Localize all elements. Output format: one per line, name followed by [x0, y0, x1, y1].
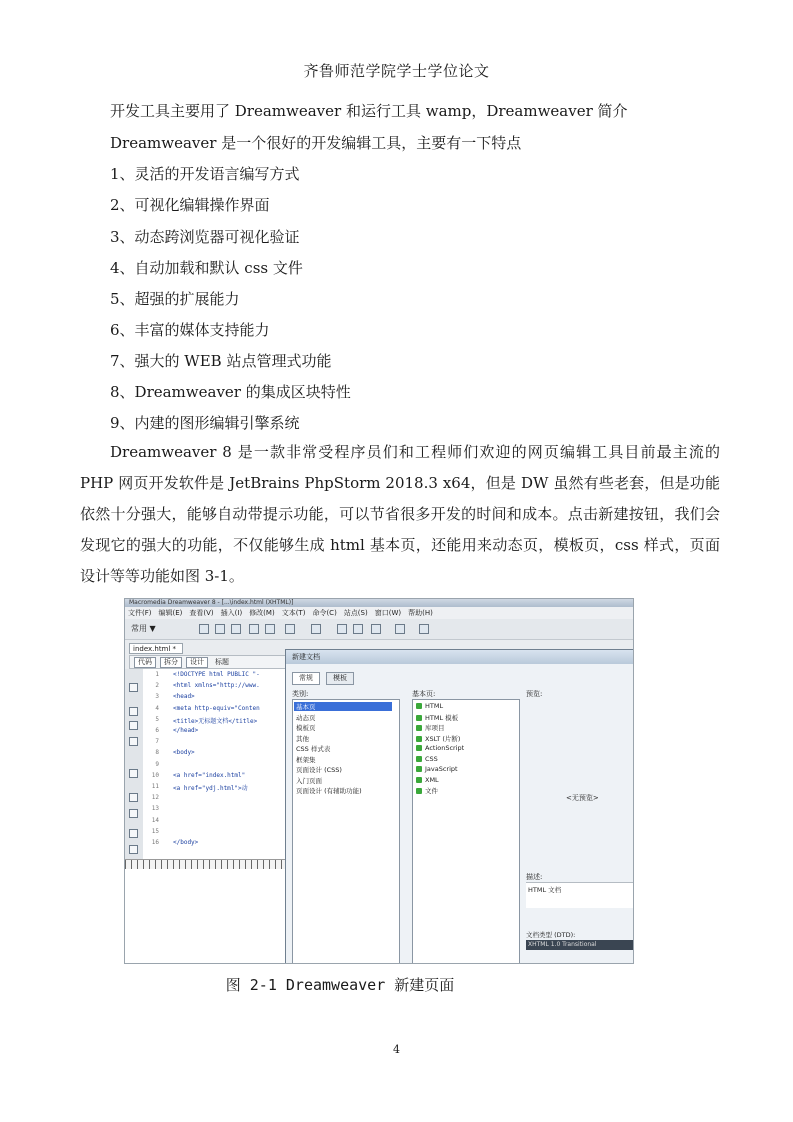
table-icon[interactable] [249, 624, 259, 634]
line-number: 12 [151, 794, 159, 802]
line-numbers-icon[interactable] [129, 793, 138, 802]
line-number: 2 [155, 682, 159, 690]
code-editor[interactable] [143, 669, 289, 859]
expand-icon[interactable] [129, 721, 138, 730]
line-number: 8 [155, 749, 159, 757]
insert-toolbar [125, 619, 633, 640]
check-icon [416, 766, 422, 772]
feature-item: 2、可视化编辑操作界面 [110, 196, 270, 214]
line-number: 6 [155, 727, 159, 734]
category-item[interactable]: 入门页面 [296, 776, 322, 785]
server-icon[interactable] [419, 624, 429, 634]
feature-item: 9、内建的图形编辑引擎系统 [110, 414, 300, 432]
basic-page-item[interactable] [416, 723, 445, 732]
code-line: <!DOCTYPE html PUBLIC "- [173, 671, 260, 678]
basic-page-label: 文件 [425, 787, 438, 795]
code-line: <meta http-equiv="Conten [173, 704, 260, 712]
menu-item[interactable]: 站点(S) [343, 609, 368, 617]
figure-caption: 图 2-1 Dreamweaver 新建页面 [225, 976, 455, 994]
basic-page-label: ActionScript [425, 744, 465, 752]
check-icon [416, 703, 422, 709]
basic-page-item[interactable] [416, 776, 439, 784]
feature-item: 1、灵活的开发语言编写方式 [110, 165, 300, 183]
code-line: <head> [173, 693, 195, 701]
description-text: HTML 文档 [526, 882, 634, 908]
category-item[interactable]: CSS 样式表 [296, 745, 331, 753]
line-number: 10 [151, 771, 159, 779]
feature-item: 3、动态跨浏览器可视化验证 [110, 228, 300, 246]
title-label: 标题 [215, 657, 229, 666]
tab-templates[interactable]: 模板 [326, 672, 354, 685]
line-number: 7 [155, 738, 159, 746]
category-item[interactable]: 模板页 [296, 724, 316, 732]
basic-page-label: XML [425, 775, 439, 784]
basic-page-item[interactable] [416, 786, 438, 795]
feature-item: 6、丰富的媒体支持能力 [110, 321, 270, 339]
basic-page-label: JavaScript [425, 765, 458, 773]
running-header: 齐鲁师范学院学士学位论文 [303, 62, 490, 80]
code-line: </head> [173, 727, 199, 734]
select-parent-icon[interactable] [129, 737, 138, 746]
design-view[interactable] [125, 869, 290, 963]
basic-page-item[interactable] [416, 744, 464, 752]
menu-item[interactable]: 帮助(H) [408, 609, 433, 617]
highlight-invalid-icon[interactable] [129, 809, 138, 818]
line-number: 4 [155, 704, 159, 712]
tab-general[interactable]: 常规 [292, 672, 320, 685]
basic-page-label: 基本页: [412, 690, 436, 698]
category-label: 类别: [292, 690, 309, 698]
menu-item[interactable]: 查看(V) [189, 609, 214, 617]
menu-item[interactable]: 窗口(W) [374, 609, 402, 617]
doctype-label: 文档类型 (DTD): [526, 931, 576, 939]
basic-page-item[interactable] [416, 702, 443, 710]
basic-page-item[interactable] [416, 755, 438, 763]
category-item[interactable]: 其他 [296, 734, 309, 743]
feature-item: 7、强大的 WEB 站点管理式功能 [110, 352, 332, 370]
code-view-button[interactable]: 代码 [134, 657, 156, 668]
category-item[interactable]: 基本页 [294, 702, 392, 711]
line-number: 1 [155, 671, 159, 678]
check-icon [416, 736, 422, 742]
menu-item[interactable]: 插入(I) [220, 609, 243, 617]
basic-page-label: HTML [425, 702, 444, 710]
email-icon[interactable] [215, 624, 225, 634]
check-icon [416, 715, 422, 721]
intro-line: Dreamweaver 是一个很好的开发编辑工具，主要有一下特点 [110, 134, 522, 152]
basic-page-label: XSLT (片断) [425, 734, 461, 743]
line-number: 15 [151, 827, 159, 835]
feature-item: 4、自动加载和默认 css 文件 [110, 259, 303, 277]
layer-icon[interactable] [265, 624, 275, 634]
category-item[interactable]: 页面设计 (CSS) [296, 766, 342, 774]
code-line: <title>无标题文档</title> [173, 717, 258, 725]
menu-item[interactable]: 文件(F) [128, 609, 152, 617]
basic-page-item[interactable] [416, 734, 460, 743]
check-icon [416, 725, 422, 731]
code-line: <a href="ydj.html">动 [173, 785, 248, 792]
hyperlink-icon[interactable] [199, 624, 209, 634]
menu-item[interactable]: 命令(C) [312, 609, 337, 617]
balance-braces-icon[interactable] [129, 769, 138, 778]
window-title: Macromedia Dreamweaver 8 - [...\index.html (XHTML)] [125, 599, 633, 607]
tag-chooser-icon[interactable] [395, 624, 405, 634]
basic-page-item[interactable] [416, 713, 458, 722]
preview-text: <无预览> [566, 794, 599, 802]
code-line: <html xmlns="http://www. [173, 682, 260, 690]
feature-item: 5、超强的扩展能力 [110, 290, 240, 308]
menu-bar [125, 607, 633, 619]
indent-icon[interactable] [129, 845, 138, 854]
code-line: <body> [173, 749, 195, 757]
view-bar [129, 655, 289, 669]
check-icon [416, 788, 422, 794]
menu-item[interactable]: 编辑(E) [158, 609, 183, 617]
basic-page-list[interactable] [412, 699, 520, 964]
body-paragraph [80, 437, 720, 592]
design-view-button[interactable]: 设计 [186, 657, 208, 668]
basic-page-item[interactable] [416, 765, 458, 773]
line-number: 3 [155, 693, 159, 701]
check-icon [416, 777, 422, 783]
dialog-title: 新建文档 [286, 650, 634, 664]
image-icon[interactable] [285, 624, 295, 634]
line-number: 13 [151, 805, 159, 813]
comment-icon[interactable] [353, 624, 363, 634]
category-item[interactable]: 动态页 [296, 713, 316, 722]
split-view-button[interactable]: 拆分 [160, 657, 182, 668]
line-number: 11 [151, 783, 159, 790]
check-icon [416, 756, 422, 762]
basic-page-label: CSS [425, 754, 438, 763]
category-item[interactable]: 页面设计 (有辅助功能) [296, 787, 362, 795]
code-line: </body> [173, 839, 199, 846]
page-number: 4 [393, 1043, 400, 1056]
line-number: 5 [155, 715, 159, 723]
intro-line: 开发工具主要用了 Dreamweaver 和运行工具 wamp，Dreamweaver 简介 [110, 102, 628, 120]
check-icon [416, 745, 422, 751]
open-documents-icon[interactable] [129, 683, 138, 692]
category-item[interactable]: 框架集 [296, 755, 316, 764]
dreamweaver-screenshot [124, 598, 634, 964]
paragraph-text: Dreamweaver 8 是一款非常受程序员们和工程师们欢迎的网页编辑工具目前最主流的 PHP 网页开发软件是 JetBrains PhpStorm 2018.3 x64，但是 DW 虽然有些老套，但是功能依然十分强大，能够自动带提示功能，可以节省很多开发的时间和成本。点击新建按钮，我们会发现它的强大的功能，不仅能够生成 html 基本页，还能用来动态页，模板页，css 样式，页面设计等等功能如图 3-1。 [80, 443, 720, 585]
new-document-dialog [285, 649, 634, 964]
line-number: 16 [151, 839, 159, 846]
menu-item[interactable]: 修改(M) [249, 609, 275, 617]
date-icon[interactable] [337, 624, 347, 634]
category-list[interactable] [292, 699, 400, 964]
feature-item: 8、Dreamweaver 的集成区块特性 [110, 383, 351, 401]
code-line: <a href="index.html" [173, 771, 246, 779]
template-icon[interactable] [371, 624, 381, 634]
apply-comment-icon[interactable] [129, 829, 138, 838]
media-icon[interactable] [311, 624, 321, 634]
basic-page-label: 库项目 [425, 724, 445, 732]
description-label: 描述: [526, 873, 543, 881]
line-number: 9 [155, 760, 159, 768]
preview-label: 预览: [526, 690, 543, 698]
basic-page-label: HTML 模板 [425, 713, 459, 722]
menu-item[interactable]: 文本(T) [281, 609, 306, 617]
document-tab[interactable]: index.html * [129, 643, 183, 654]
toolbar-category-select[interactable]: 常用 ▼ [131, 624, 156, 633]
collapse-icon[interactable] [129, 707, 138, 716]
doctype-select[interactable]: XHTML 1.0 Transitional [526, 940, 634, 950]
coding-toolbar [125, 669, 144, 859]
line-number: 14 [151, 816, 159, 824]
anchor-icon[interactable] [231, 624, 241, 634]
